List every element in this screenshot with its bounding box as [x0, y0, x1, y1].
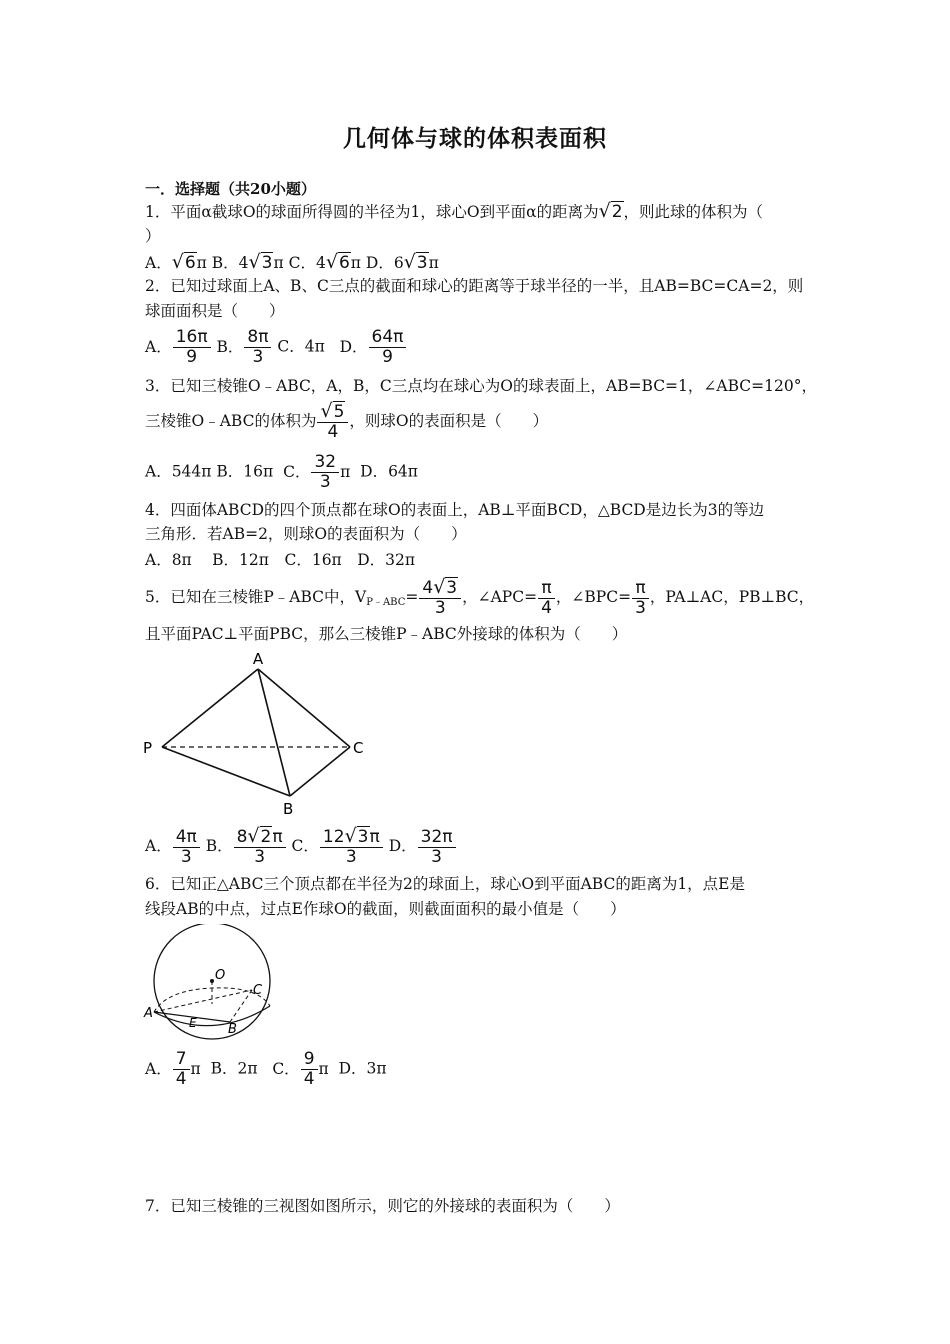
q5-options — [145, 827, 457, 867]
edge-ab — [258, 669, 290, 796]
q3-stem-line1: 3．已知三棱锥O﹣ABC，A，B，C三点均在球心为O的球表面上，AB=BC=1，∠ABC=120°， — [145, 377, 817, 395]
label-b: B — [283, 800, 294, 818]
q6-sphere-figure — [142, 924, 276, 1042]
q5-option-d: D． $\frac{32\pi}{3}$ — [389, 837, 457, 855]
q1-stem-line1: 1．平面α截球O的球面所得圆的半径为1，球心O到平面α的距离为√2，则此球的体积为（ — [145, 200, 764, 222]
q3-option-b: B．16π — [216, 462, 274, 481]
label-c: C — [353, 739, 364, 757]
q1-option-a: A．√6π — [145, 251, 207, 273]
q4-stem-line1: 4．四面体ABCD的四个顶点都在球O的表面上，AB⊥平面BCD，△BCD是边长为3的等边 — [145, 501, 765, 519]
page-title: 几何体与球的体积表面积 — [343, 125, 607, 152]
q6-option-c: C． $\frac{9}{4}$ π — [272, 1049, 329, 1089]
q2-option-c: C．4π — [277, 337, 325, 356]
q2-option-d: D． $\frac{64\pi}{9}$ — [340, 338, 408, 356]
q3-option-c: C． $\frac{32}{3}$ π — [283, 452, 351, 492]
label-a: A — [252, 650, 264, 668]
q4-options: A．8π B．12π C．16π D．32π — [145, 551, 416, 569]
q6-stem-line2: 线段AB的中点，过点E作球O的截面，则截面面积的最小值是（ ） — [145, 900, 626, 918]
q6-option-a: A． $\frac{7}{4}$ π — [145, 1049, 201, 1089]
q7-stem-line1: 7．已知三棱锥的三视图如图所示，则它的外接球的表面积为（ ） — [145, 1197, 620, 1215]
q6-stem-line1: 6．已知正△ABC三个顶点都在半径为2的球面上，球心O到平面ABC的距离为1，点E是 — [145, 875, 745, 893]
q5-pyramid-figure — [140, 648, 380, 820]
label-c: C — [253, 983, 263, 998]
q4-stem-line2: 三角形．若AB=2，则球O的表面积为（ ） — [145, 525, 467, 543]
q1-option-b: B．4√3π — [211, 251, 284, 273]
q2-options — [145, 328, 407, 367]
edge-bc — [290, 747, 350, 796]
q5-stem-line1: 5．已知在三棱锥P﹣ABC中，$V_{P﹣ABC}=$ $\frac{4√3}{3}$ ，∠APC= $\frac{\pi}{4}$ ，∠BPC= $\frac{\pi}{3}$ ，PA⊥AC，PB⊥BC， — [145, 576, 815, 618]
q6-option-d: D．3π — [338, 1059, 387, 1078]
edge-ac — [258, 669, 350, 747]
label-a: A — [144, 1006, 153, 1021]
label-b: B — [228, 1022, 237, 1037]
q6-option-b: B．2π — [210, 1059, 258, 1078]
edge-pb — [162, 747, 290, 796]
q3-options — [145, 453, 418, 492]
edge-pa — [162, 669, 258, 747]
q1-stem-line2: ） — [145, 227, 161, 245]
q2-stem-line2: 球面面积是（ ） — [145, 302, 285, 320]
q3-option-d: D．64π — [360, 462, 418, 481]
q2-stem-line1: 2．已知过球面上A、B、C三点的截面和球心的距离等于球半径的一半，且AB=BC=CA=2，则 — [145, 277, 804, 295]
center-point — [210, 979, 214, 983]
label-o: O — [215, 968, 226, 983]
q1-option-c: C．4√6π — [288, 251, 361, 273]
q1-options — [145, 252, 439, 273]
section-heading: 一．选择题（共20小题） — [145, 180, 316, 198]
q3-stem-line2: 三棱锥O﹣ABC的体积为 $\frac{√5}{4}$ ，则球O的表面积是（ ） — [145, 400, 549, 442]
segment-ac — [154, 990, 252, 1012]
q1-option-d: D．6√3π — [365, 251, 439, 273]
q6-options — [145, 1050, 387, 1089]
sqrt-2: √2 — [598, 200, 623, 222]
q5-option-c: C． $\frac{12√3\pi}{3}$ — [292, 837, 384, 855]
q3-option-a: A．544π — [145, 462, 212, 481]
q2-option-a: A． $\frac{16\pi}{9}$ — [145, 338, 212, 356]
label-e: E — [189, 1016, 197, 1030]
q5-option-b: B． $\frac{8√2\pi}{3}$ — [206, 837, 287, 855]
q2-option-b: B． $\frac{8\pi}{3}$ — [217, 338, 273, 356]
q5-stem-line2: 且平面PAC⊥平面PBC，那么三棱锥P﹣ABC外接球的体积为（ ） — [145, 625, 628, 643]
label-p: P — [143, 739, 153, 757]
q5-option-a: A． $\frac{4\pi}{3}$ — [145, 837, 201, 855]
